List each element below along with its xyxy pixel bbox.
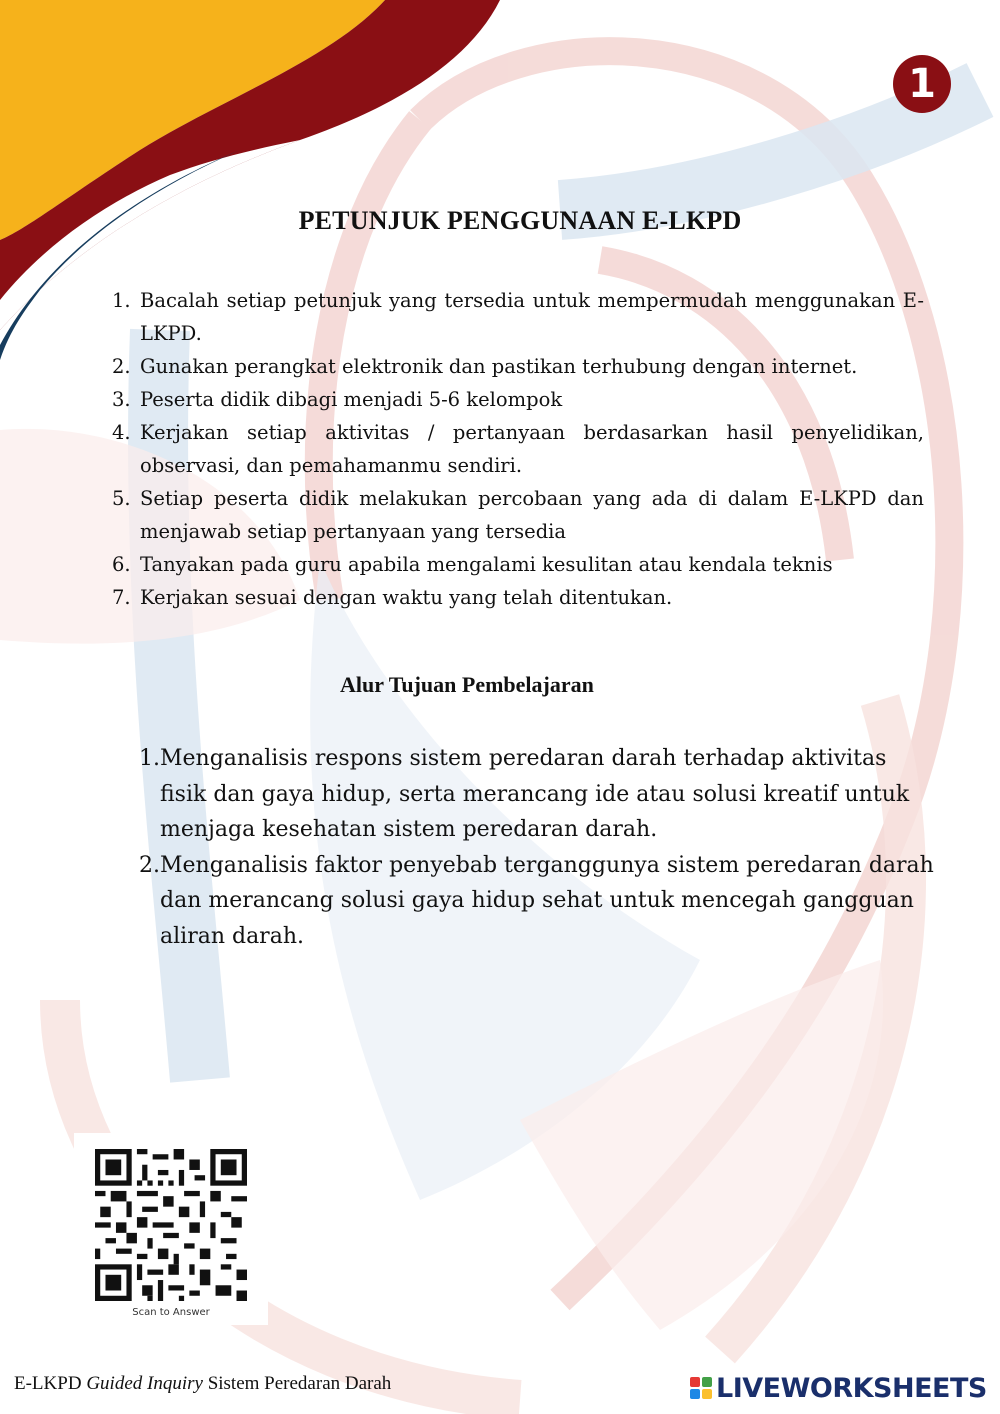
list-item-text: Menganalisis respons sistem peredaran darah terhadap aktivitas fisik dan gaya hidup, serta merancang ide atau solusi kreatif untuk menjaga kesehatan sistem peredaran darah. (160, 746, 910, 842)
list-item-text: Peserta didik dibagi menjadi 5-6 kelompok (140, 388, 563, 411)
list-item-text: Menganalisis faktor penyebab terganggunya sistem peredaran darah dan merancang solusi gaya hidup sehat untuk mencegah gangguan aliran darah. (160, 852, 934, 949)
footer-prefix: E-LKPD (14, 1373, 82, 1394)
list-item (112, 416, 924, 482)
list-item (112, 284, 924, 350)
footer-italic: Guided Inquiry (86, 1373, 203, 1394)
liveworksheets-logo[interactable] (690, 1373, 987, 1403)
list-item-number: 3. (112, 388, 131, 411)
list-item-number: 7. (112, 586, 131, 609)
page-title: PETUNJUK PENGGUNAAN E-LKPD (298, 206, 742, 235)
footer-text (14, 1373, 391, 1395)
list-item-text: Gunakan perangkat elektronik dan pastikan terhubung dengan internet. (140, 355, 858, 378)
list-item-number: 4. (112, 421, 131, 444)
qr-code-panel[interactable] (74, 1133, 268, 1325)
list-item (126, 848, 936, 955)
list-item-text: Setiap peserta didik melakukan percobaan yang ada di dalam E-LKPD dan menjawab setiap pertanyaan yang tersedia (140, 487, 924, 543)
instruction-list (112, 284, 924, 614)
list-item-text: Tanyakan pada guru apabila mengalami kesulitan atau kendala teknis (140, 553, 833, 576)
list-item-number: 2. (139, 852, 160, 878)
qr-caption: Scan to Answer (132, 1307, 210, 1318)
list-item-number: 1. (112, 289, 131, 312)
list-item-text: Kerjakan sesuai dengan waktu yang telah ditentukan. (140, 586, 673, 609)
list-item (112, 482, 924, 548)
list-item (112, 548, 924, 581)
list-item-number: 1. (139, 746, 160, 771)
list-item (126, 741, 936, 848)
list-item-text: Bacalah setiap petunjuk yang tersedia untuk mempermudah menggunakan E-LKPD. (140, 289, 924, 345)
list-item-number: 6. (112, 553, 131, 576)
list-item (112, 383, 924, 416)
list-item (112, 581, 924, 614)
brand-name: LIVEWORKSHEETS (716, 1372, 987, 1404)
list-item-text: Kerjakan setiap aktivitas / pertanyaan berdasarkan hasil penyelidikan, observasi, dan pemahamanmu sendiri. (140, 421, 924, 477)
list-item-number: 2. (112, 355, 131, 378)
logo-mark-icon (690, 1377, 712, 1399)
learning-goals-list (126, 741, 936, 954)
section-heading: Alur Tujuan Pembelajaran (340, 672, 594, 697)
list-item-number: 5. (112, 487, 131, 510)
list-item (112, 350, 924, 383)
page-number-badge: 1 (893, 55, 951, 113)
footer-suffix: Sistem Peredaran Darah (207, 1373, 392, 1394)
qr-code-icon (95, 1149, 247, 1301)
